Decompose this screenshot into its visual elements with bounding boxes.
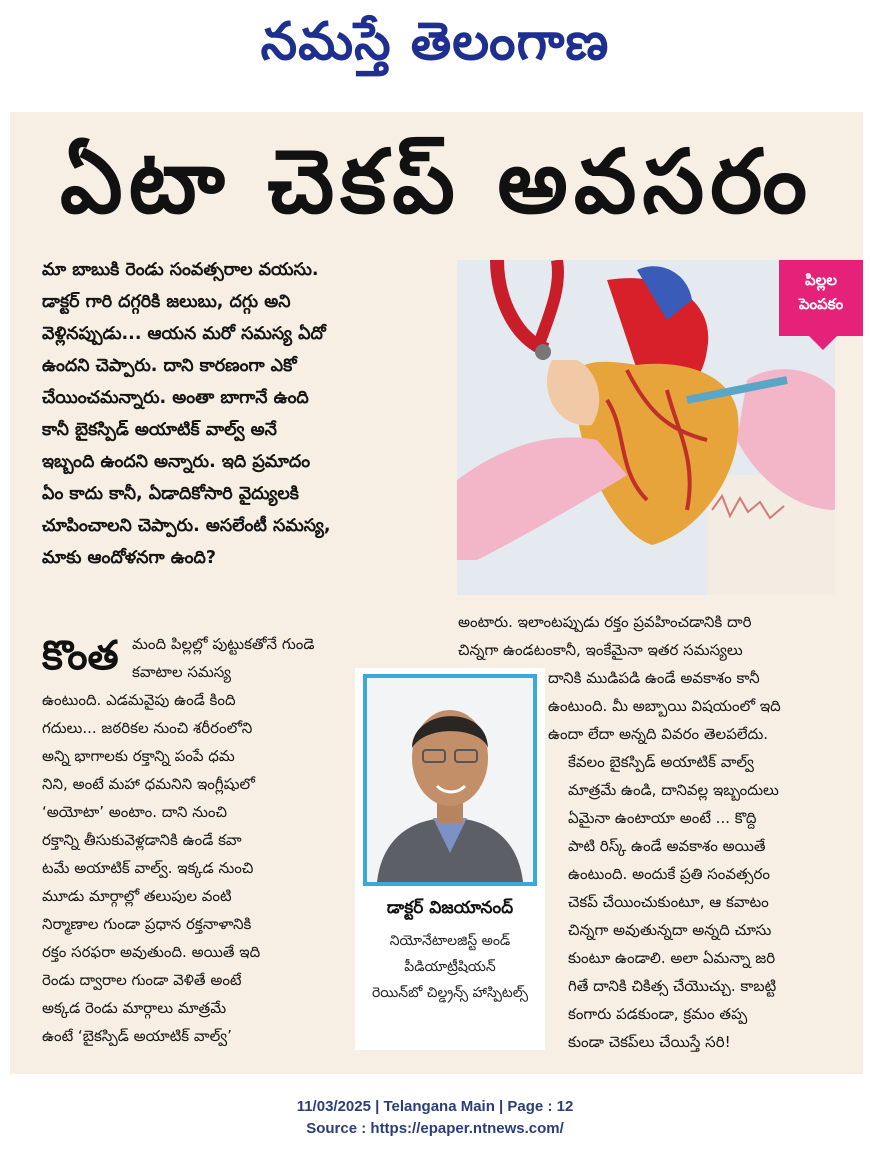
answer-line: దానికి ముడిపడి ఉండే అవకాశం కానీ [548, 669, 760, 687]
answer-line: రెండు ద్వారాల గుండా వెళితే అంటే [42, 971, 242, 989]
section-tag [779, 260, 863, 336]
answer-line: కవాటాల సమస్య [132, 663, 231, 681]
answer-line: ఉంటుంది. ఎడమవైపు ఉండే కింది [42, 691, 236, 709]
answer-line: నిని, అంటే మహా ధమనిని ఇంగ్లీషులో [42, 775, 255, 793]
answer-line: అన్ని భాగాలకు రక్తాన్ని పంపే ధమ [42, 747, 235, 765]
answer-line: మూడు మార్గాల్లో తలుపుల వంటి [42, 887, 232, 905]
doctor-portrait [363, 674, 537, 886]
answer-line: ఉంటే ‘బైకస్పిడ్ అయాటిక్ వాల్వ్’ [42, 1027, 232, 1045]
answer-line: గితే దానికి చికిత్స చేయొచ్చు. కాబట్టి [568, 977, 777, 995]
answer-line: ఉంటుంది. మీ అబ్బాయి విషయంలో ఇది [548, 697, 781, 715]
answer-line: ‘అయోటా’ అంటాం. దాని నుంచి [42, 803, 228, 821]
answer-line: కుండా చెకప్‌లు చేయిస్తే సరి! [568, 1033, 731, 1051]
dropcap-word: కొంత [42, 633, 119, 679]
question-line: మాకు ఆందోళనగా ఉంది? [42, 548, 217, 568]
answer-line: నిర్మాణాల గుండా ప్రధాన రక్తనాళానికి [42, 915, 252, 933]
answer-line: రక్తాన్ని తీసుకువెళ్లడానికి ఉండే కవా [42, 831, 242, 849]
question-line: ఏం కాదు కానీ, ఏడాదికోసారి వైద్యులకి [42, 484, 299, 504]
answer-line: చెకప్ చేయించుకుంటూ, ఆ కవాటం [568, 893, 769, 911]
question-line: వెళ్లినప్పుడు... ఆయన మరో సమస్య ఏదో [42, 324, 326, 344]
doctor-portrait-drawing [367, 678, 533, 882]
doctor-role-line: రెయిన్‌బో చిల్డ్రన్స్ హాస్పిటల్స్ [371, 985, 529, 1001]
answer-line: టమే అయాటిక్ వాల్వ్. ఇక్కడ నుంచి [42, 859, 254, 877]
doctor-role-line: పీడియాట్రీషియన్ [404, 959, 496, 975]
answer-column-left [42, 630, 352, 1050]
reader-question [42, 254, 437, 574]
answer-line: రక్తం సరఫరా అవుతుంది. అయితే ఇది [42, 943, 261, 961]
question-line: కానీ బైకస్పిడ్ అయాటిక్ వాల్వ్ అనే [42, 420, 277, 440]
article-clipping [10, 112, 863, 1074]
page-footer [0, 1096, 870, 1140]
newspaper-masthead: నమస్తే తెలంగాణ [260, 11, 610, 72]
answer-line: చిన్నగా అవుతున్నదా అన్నది చూసు [568, 921, 772, 939]
question-line: మా బాబుకి రెండు సంవత్సరాల వయసు. [42, 260, 319, 280]
doctor-name: డాక్టర్ విజయానంద్ [386, 898, 514, 918]
footer-edition-info: 11/03/2025 | Telangana Main | Page : 12 [296, 1098, 574, 1115]
section-tag-line: పెంపకం [798, 295, 844, 313]
answer-line: అంటారు. ఇలాంటప్పుడు రక్తం ప్రవహించడానికి దారి [458, 613, 752, 631]
answer-line: కంగారు పడకుండా, క్రమం తప్ప [568, 1005, 748, 1023]
question-line: చేయించమన్నారు. అంతా బాగానే ఉంది [42, 388, 309, 408]
article-headline: ఏటా చెకప్ అవసరం [60, 130, 813, 233]
doctor-profile-box [355, 668, 545, 1050]
answer-line: మాత్రమే ఉండి, దానివల్ల ఇబ్బందులు [568, 781, 779, 799]
question-line: డాక్టర్ గారి దగ్గరికి జలుబు, దగ్గు అని [42, 292, 291, 312]
answer-line: ఏమైనా ఉంటాయా అంటే ... కొద్ది [568, 809, 757, 827]
answer-line: అక్కడ రెండు మార్గాలు మాత్రమే [42, 999, 227, 1017]
answer-line: చిన్నగా ఉండటంకానీ, ఇంకేమైనా ఇతర సమస్యలు [458, 641, 743, 659]
question-line: చూపించాలని చెప్పారు. అసలేంటీ సమస్య, [42, 516, 331, 536]
answer-line: పాటి రిస్క్ ఉండే అవకాశం అయితే [568, 837, 766, 855]
section-tag-line: పిల్లల [805, 271, 837, 289]
answer-line: కేవలం బైకస్పిడ్ అయాటిక్ వాల్వ్ [568, 753, 754, 771]
answer-line: కుంటూ ఉండాలి. అలా ఏమన్నా జరి [568, 949, 776, 967]
answer-line: ఉందా లేదా అన్నది వివరం తెలపలేదు. [548, 725, 769, 743]
answer-line: మంది పిల్లల్లో పుట్టుకతోనే గుండె [132, 635, 315, 653]
footer-source-link[interactable]: Source : https://epaper.ntnews.com/ [306, 1120, 564, 1137]
doctor-role-line: నియోనేటాలజిస్ట్ అండ్ [389, 933, 511, 949]
answer-line: గదులు... జఠరికల నుంచి శరీరంలోని [42, 719, 253, 737]
answer-line: ఉంటుంది. అందుకే ప్రతి సంవత్సరం [568, 865, 770, 883]
question-line: ఉందని చెప్పారు. దాని కారణంగా ఎకో [42, 356, 297, 376]
question-line: ఇబ్బంది ఉందని అన్నారు. ఇది ప్రమాదం [42, 452, 311, 472]
